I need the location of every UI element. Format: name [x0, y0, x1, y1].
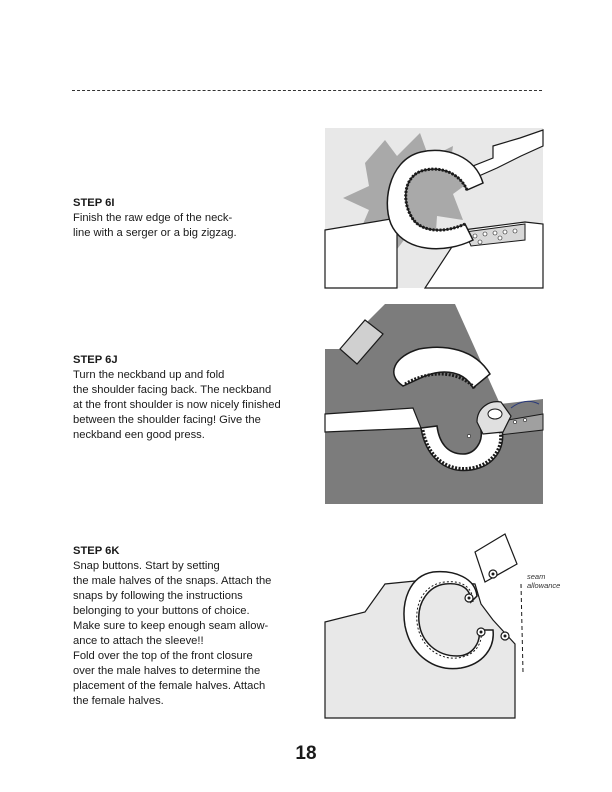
- dashed-divider: [72, 90, 542, 91]
- step-6j-text: Turn the neckband up and fold the shoulder facing back. The neckband at the front shoulder is now nicely finished between the shoulder facing! Give the neckband een good press.: [73, 369, 281, 441]
- step-6k-text: Snap buttons. Start by setting the male halves of the snaps. Attach the snaps by following the instructions belonging to your buttons of choice. Make sure to keep enough seam allow- ance to attach the sleeve!! Fold over the top of the front closure over the male halves to determine the placement of the female halves. Attach the female halves.: [73, 560, 272, 707]
- step-6j-label: STEP 6J: [73, 354, 118, 366]
- step-6k-instruction: [73, 529, 301, 709]
- step-6k-label: STEP 6K: [73, 545, 120, 557]
- step-6k-illustration: [325, 522, 561, 718]
- step-6i-instruction: [73, 181, 301, 241]
- page-number: 18: [295, 743, 317, 764]
- seam-allowance-label-line1: seam: [527, 572, 546, 581]
- step-6i-illustration: [325, 128, 543, 288]
- step-6j-illustration: [325, 304, 543, 504]
- step-6j-instruction: [73, 338, 301, 443]
- seam-allowance-label-line2: allowance: [527, 581, 561, 590]
- step-6i-label: STEP 6I: [73, 197, 115, 209]
- step-6i-text: Finish the raw edge of the neck- line with a serger or a big zigzag.: [73, 212, 237, 239]
